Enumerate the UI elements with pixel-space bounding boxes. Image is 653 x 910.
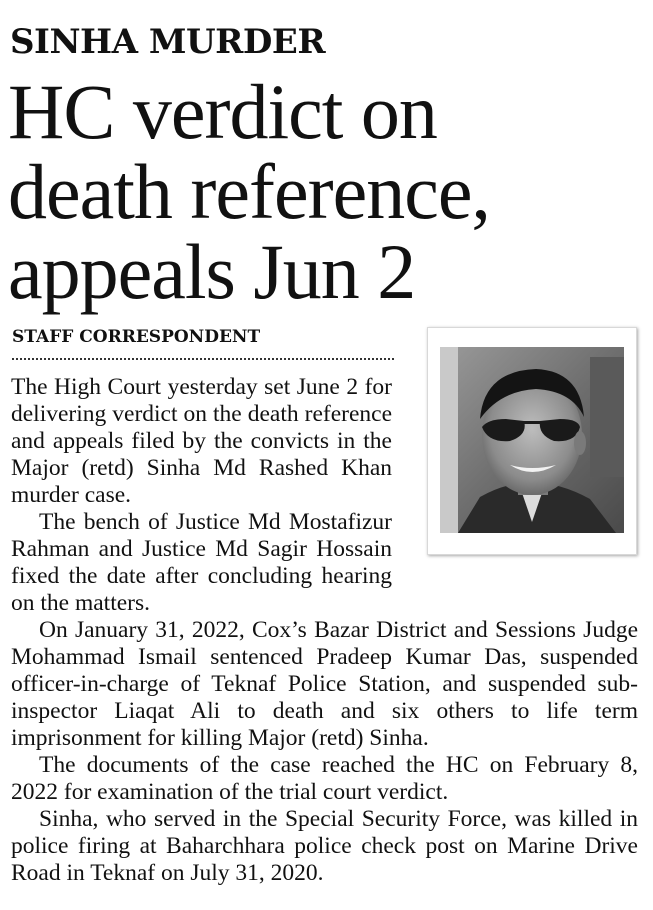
paragraph-3: On January 31, 2022, Cox’s Bazar District and Sessions Judge Mohammad Ismail sentenced Pradeep Kumar Das, suspended officer-in-charge of Teknaf Police Station, and suspended sub-inspector Liaqat Ali to death and six others to life term imprisonment for killing Major (retd) Sinha. [11,617,638,751]
headline-line-3: appeals Jun 2 [8,228,416,315]
paragraph-5: Sinha, who served in the Special Security Force, was killed in police firing at Baharchhara police check post on Marine Drive Road in Teknaf on July 31, 2020. [11,806,638,886]
headline [8,68,648,315]
headline-line-2: death reference, [8,148,490,235]
article-body [11,374,638,887]
section-kicker: SINHA MURDER [10,22,326,62]
paragraph-1: The High Court yesterday set June 2 for delivering verdict on the death reference and appeals filed by the convicts in the Major (retd) Sinha Md Rashed Khan murder case. [11,374,392,508]
headline-line-1: HC verdict on [8,68,437,155]
paragraph-2: The bench of Justice Md Mostafizur Rahman and Justice Md Sagir Hossain fixed the date after concluding hearing on the matters. [11,509,392,616]
byline: STAFF CORRESPONDENT [12,327,261,347]
photo-text-wrap [392,374,638,564]
byline-divider [12,358,394,360]
paragraph-4: The documents of the case reached the HC on February 8, 2022 for examination of the trial court verdict. [11,752,638,805]
